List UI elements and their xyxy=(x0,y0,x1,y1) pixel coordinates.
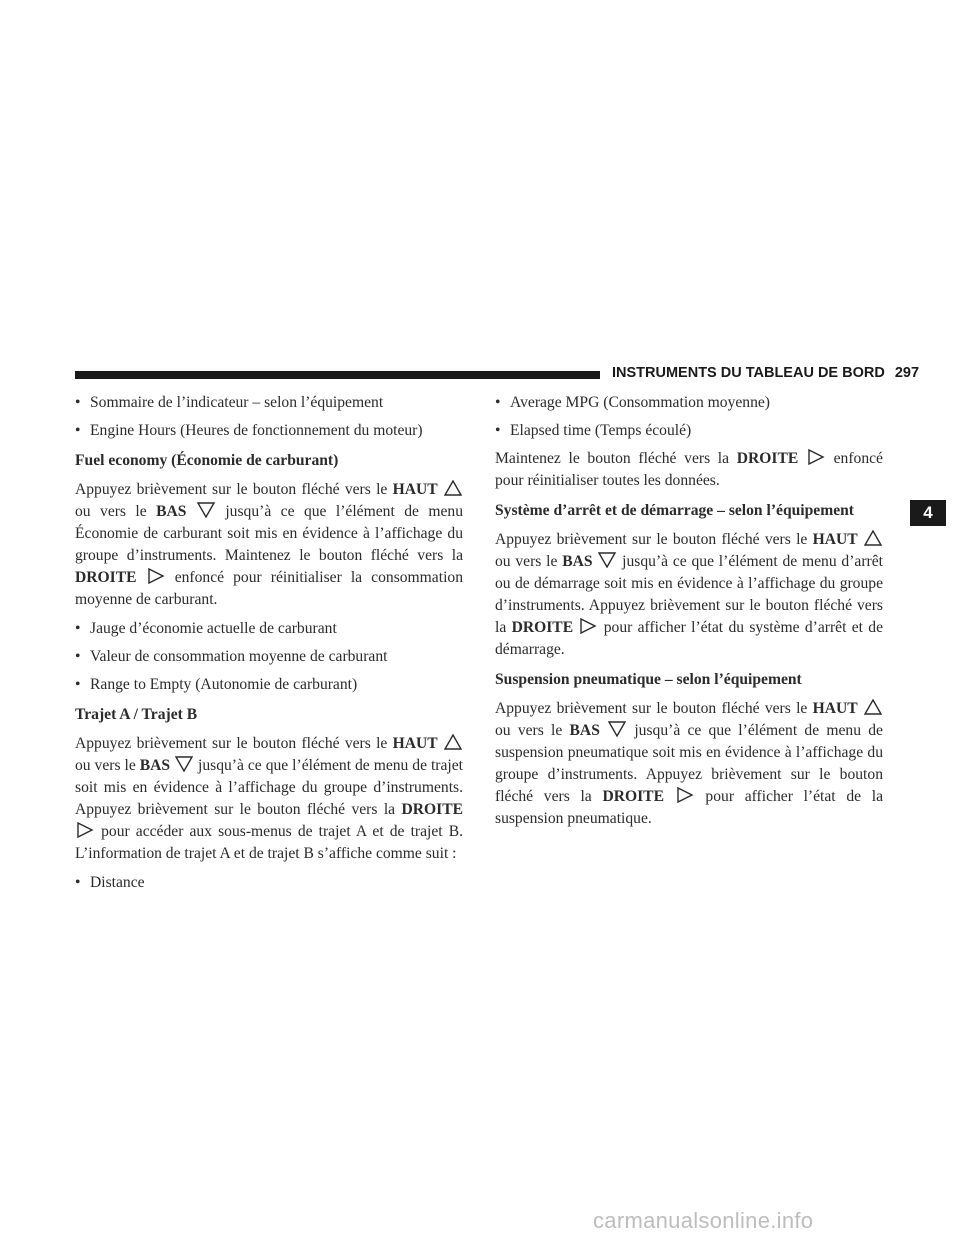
arrow-up-icon xyxy=(444,480,462,496)
list-item: • Engine Hours (Heures de fonctionnement du moteur) xyxy=(75,420,463,442)
list-item: • Range to Empty (Autonomie de carburant) xyxy=(75,674,463,696)
arrow-up-icon xyxy=(444,734,462,750)
arrow-right-icon xyxy=(76,822,94,838)
section-title: INSTRUMENTS DU TABLEAU DE BORD xyxy=(612,365,885,381)
section-heading: Fuel economy (Économie de carburant) xyxy=(75,452,339,469)
header-rule xyxy=(75,371,600,379)
arrow-right-icon xyxy=(807,449,825,465)
running-header xyxy=(612,365,920,381)
right-column xyxy=(495,392,883,837)
arrow-right-icon xyxy=(579,618,597,634)
left-column xyxy=(75,392,463,900)
arrow-up-icon xyxy=(864,530,882,546)
chapter-tab: 4 xyxy=(910,500,946,526)
arrow-down-icon xyxy=(608,721,626,737)
paragraph: Appuyez brièvement sur le bouton fléché vers le HAUT ou vers le BAS jusqu’à ce que l’élément de menu d’arrêt ou de démarrage soit mis en évidence à l’affichage du groupe d’instruments. Appuyez brièvement sur le bouton fléché vers la DROITE pour afficher l’état du système d’arrêt et de démarrage. xyxy=(495,531,884,658)
arrow-up-icon xyxy=(864,699,882,715)
list-item: • Valeur de consommation moyenne de carburant xyxy=(75,646,463,668)
list-item: • Elapsed time (Temps écoulé) xyxy=(495,420,883,442)
section-heading: Suspension pneumatique – selon l’équipement xyxy=(495,671,802,688)
list-item: • Jauge d’économie actuelle de carburant xyxy=(75,618,463,640)
list-item: • Average MPG (Consommation moyenne) xyxy=(495,392,883,414)
paragraph: Maintenez le bouton fléché vers la DROITE enfoncé pour réinitialiser toutes les données. xyxy=(495,450,883,489)
list-item: • Sommaire de l’indicateur – selon l’équipement xyxy=(75,392,463,414)
page-number: 297 xyxy=(894,365,920,381)
list-item: • Distance xyxy=(75,872,463,894)
section-heading: Trajet A / Trajet B xyxy=(75,706,198,723)
paragraph: Appuyez brièvement sur le bouton fléché vers le HAUT ou vers le BAS jusqu’à ce que l’élément de menu de trajet soit mis en évidence à l’affichage du groupe d’instruments. Appuyez brièvement sur le bouton fléché vers la DROITE pour accéder aux sous-menus de trajet A et de trajet B. L’information de trajet A et de trajet B s’affiche comme suit : xyxy=(75,735,464,862)
paragraph: Appuyez brièvement sur le bouton fléché vers le HAUT ou vers le BAS jusqu’à ce que l’élément de menu Économie de carburant soit mis en évidence à l’affichage du groupe d’instruments. Maintenez le bouton fléché vers la DROITE enfoncé pour réinitialiser la consommation moyenne de carburant. xyxy=(75,481,463,608)
arrow-down-icon xyxy=(175,756,193,772)
watermark: carmanualsonline.info xyxy=(593,1208,814,1233)
arrow-down-icon xyxy=(197,502,215,518)
arrow-down-icon xyxy=(598,552,616,568)
paragraph: Appuyez brièvement sur le bouton fléché vers le HAUT ou vers le BAS jusqu’à ce que l’élément de menu de suspension pneumatique soit mis en évidence à l’affichage du groupe d’instruments. Appuyez brièvement sur le bouton fléché vers la DROITE pour afficher l’état de la suspension pneumatique. xyxy=(495,700,884,827)
arrow-right-icon xyxy=(147,568,165,584)
arrow-right-icon xyxy=(676,787,694,803)
section-heading: Système d’arrêt et de démarrage – selon l’équipement xyxy=(495,502,854,519)
